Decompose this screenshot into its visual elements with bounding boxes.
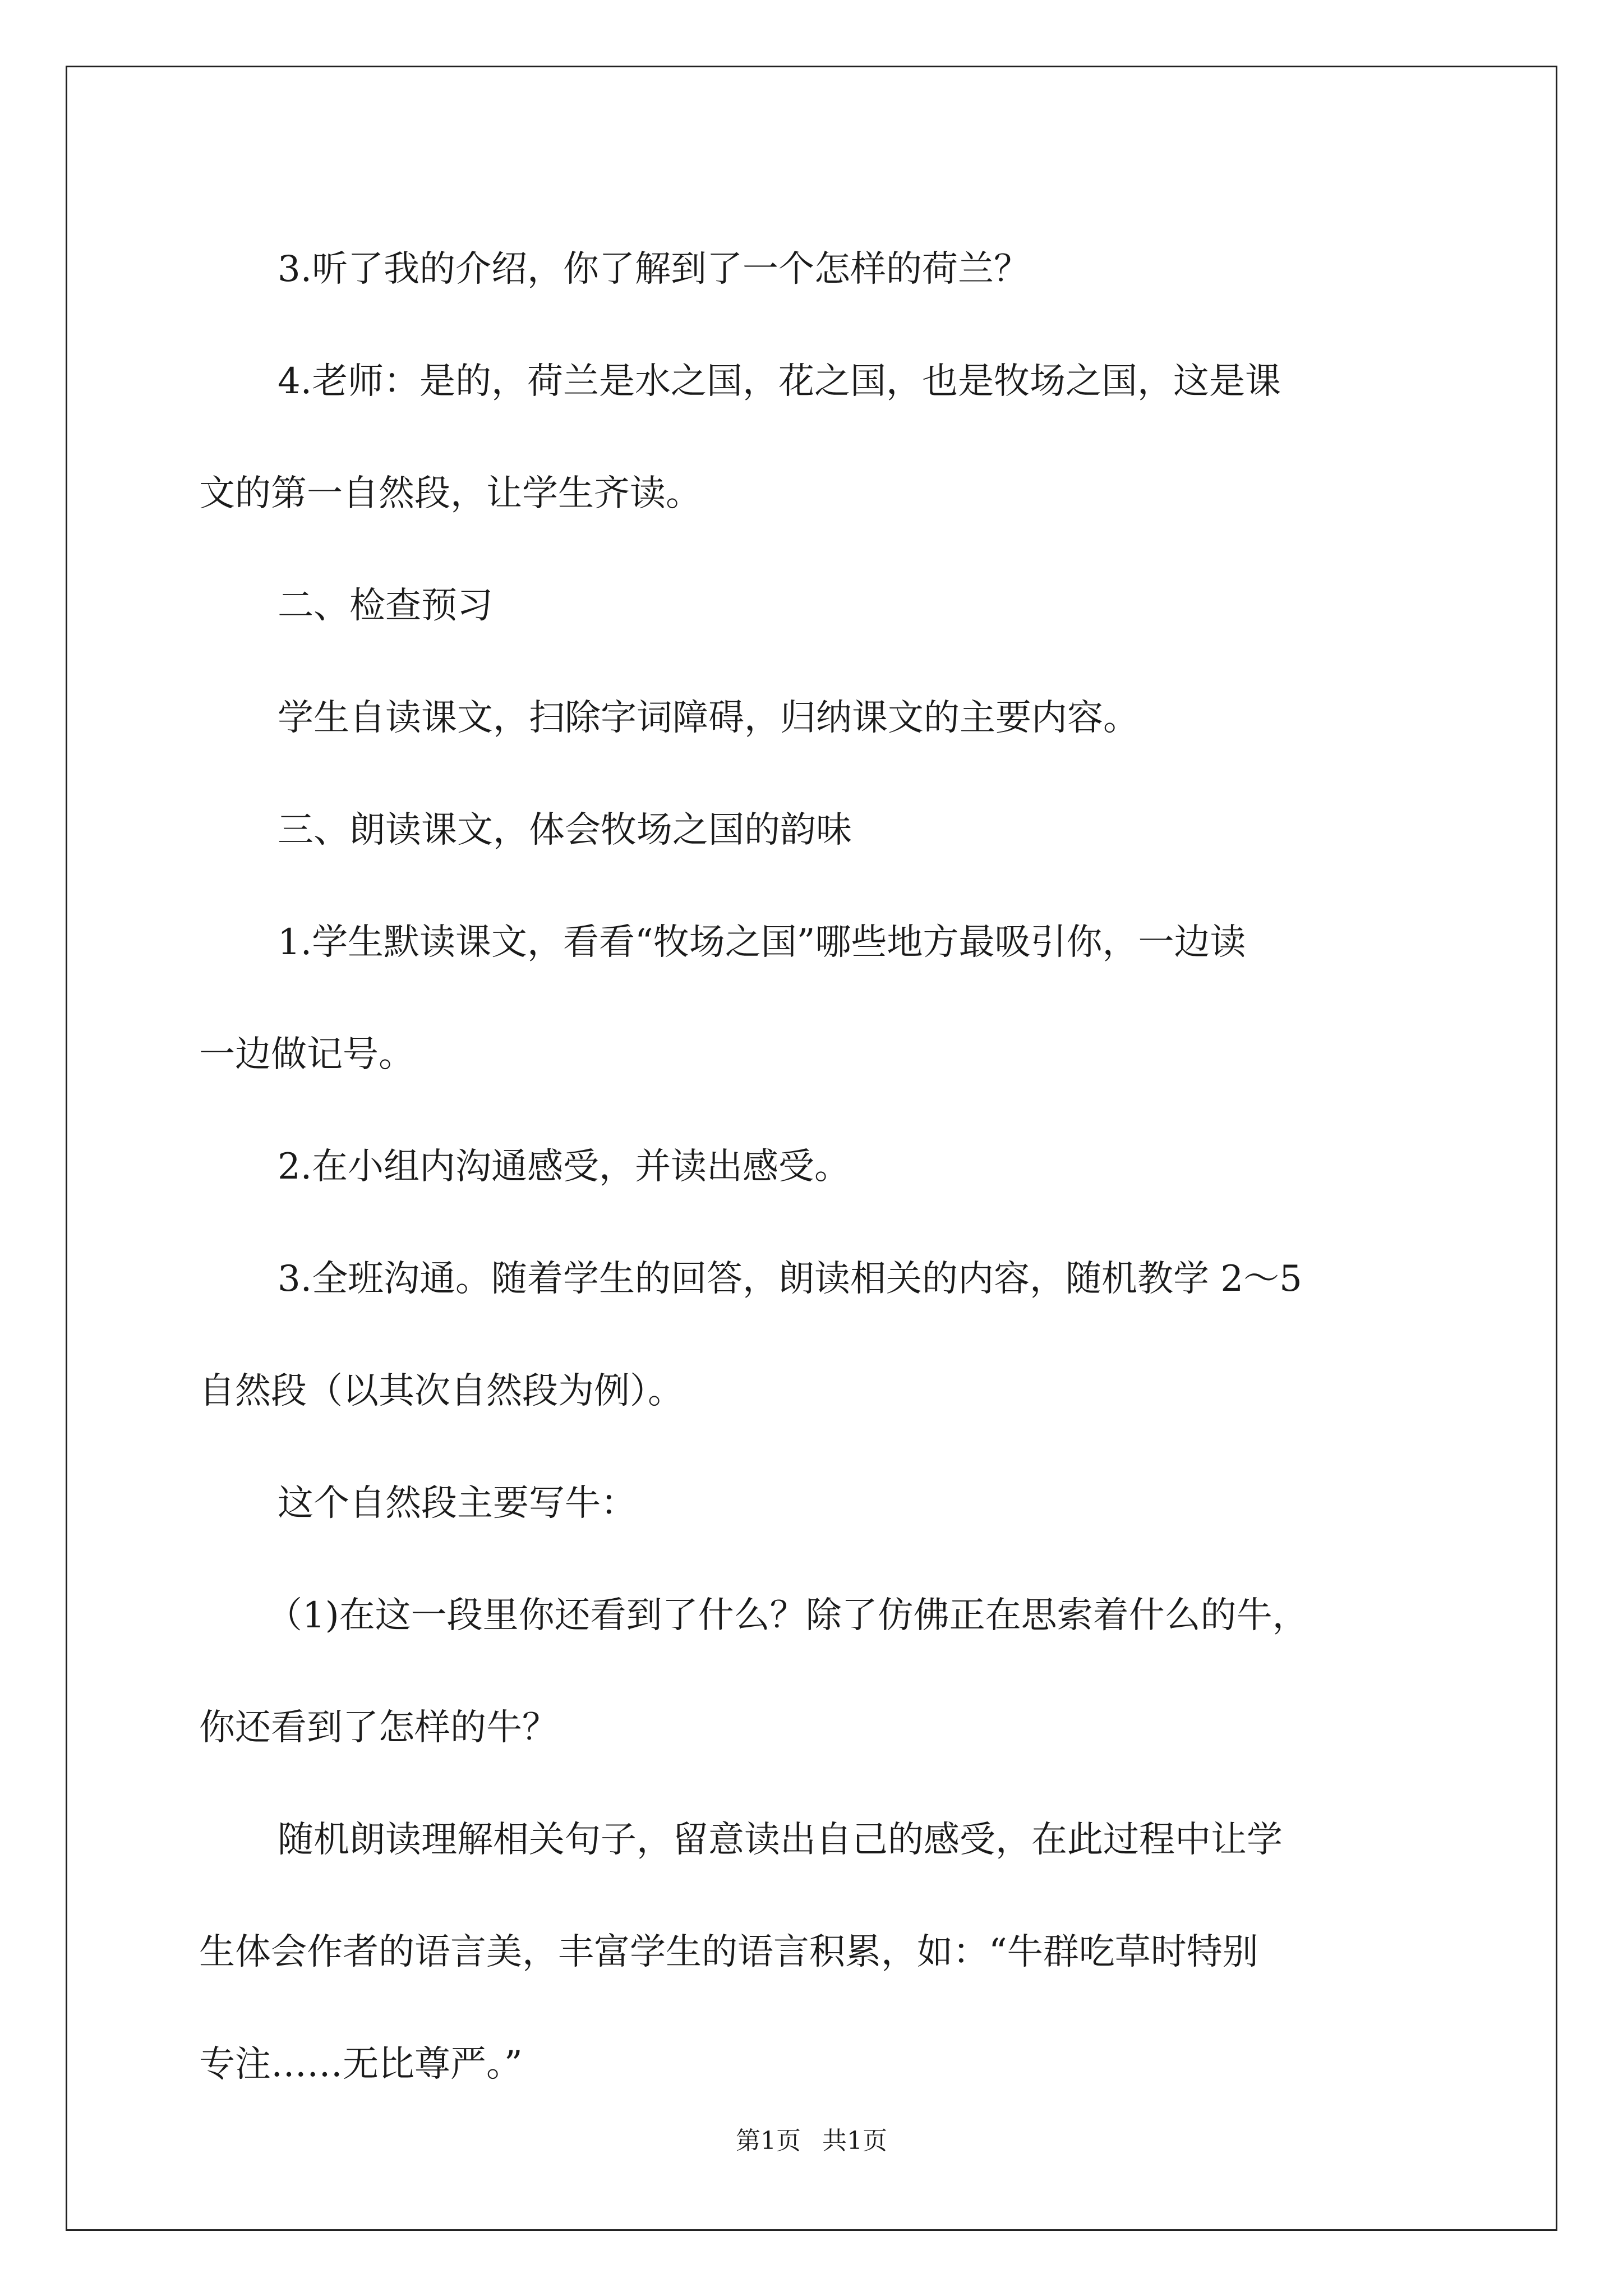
paragraph-line: 3.听了我的介绍，你了解到了一个怎样的荷兰？ xyxy=(278,249,1030,290)
paragraph-line: 随机朗读理解相关句子，留意读出自己的感受，在此过程中让学 xyxy=(278,1819,1283,1861)
paragraph-line: 2.在小组内沟通感受，并读出感受。 xyxy=(278,1146,851,1188)
paragraph-line: 文的第一自然段，让学生齐读。 xyxy=(199,473,702,514)
paragraph-line: 生体会作者的语言美，丰富学生的语言积累，如：“牛群吃草时特别 xyxy=(199,1931,1258,1973)
section-heading: 三、朗读课文，体会牧场之国的韵味 xyxy=(278,809,852,851)
paragraph-line: 你还看到了怎样的牛？ xyxy=(199,1707,558,1749)
paragraph-line: 这个自然段主要写牛： xyxy=(278,1483,637,1524)
paragraph-line: 专注……无比尊严。” xyxy=(199,2044,523,2085)
paragraph-line: 4.老师：是的，荷兰是水之国，花之国，也是牧场之国，这是课 xyxy=(278,361,1281,402)
paragraph-line: （1)在这一段里你还看到了什么？除了仿佛正在思索着什么的牛， xyxy=(266,1595,1308,1636)
paragraph-line: 1.学生默读课文，看看“牧场之国”哪些地方最吸引你，一边读 xyxy=(278,922,1246,963)
paragraph-line: 一边做记号。 xyxy=(199,1034,414,1075)
page-footer xyxy=(0,2120,1623,2156)
page-number: 第1页 xyxy=(736,2127,801,2155)
paragraph-line: 学生自读课文，扫除字词障碍，归纳课文的主要内容。 xyxy=(278,697,1139,739)
document-body xyxy=(199,213,1433,2120)
paragraph-line: 自然段（以其次自然段为例）。 xyxy=(199,1370,684,1412)
section-heading: 二、检查预习 xyxy=(278,585,493,627)
paragraph-line: 3.全班沟通。随着学生的回答，朗读相关的内容，随机教学 2～5 xyxy=(278,1258,1302,1300)
page-total: 共1页 xyxy=(822,2127,887,2155)
